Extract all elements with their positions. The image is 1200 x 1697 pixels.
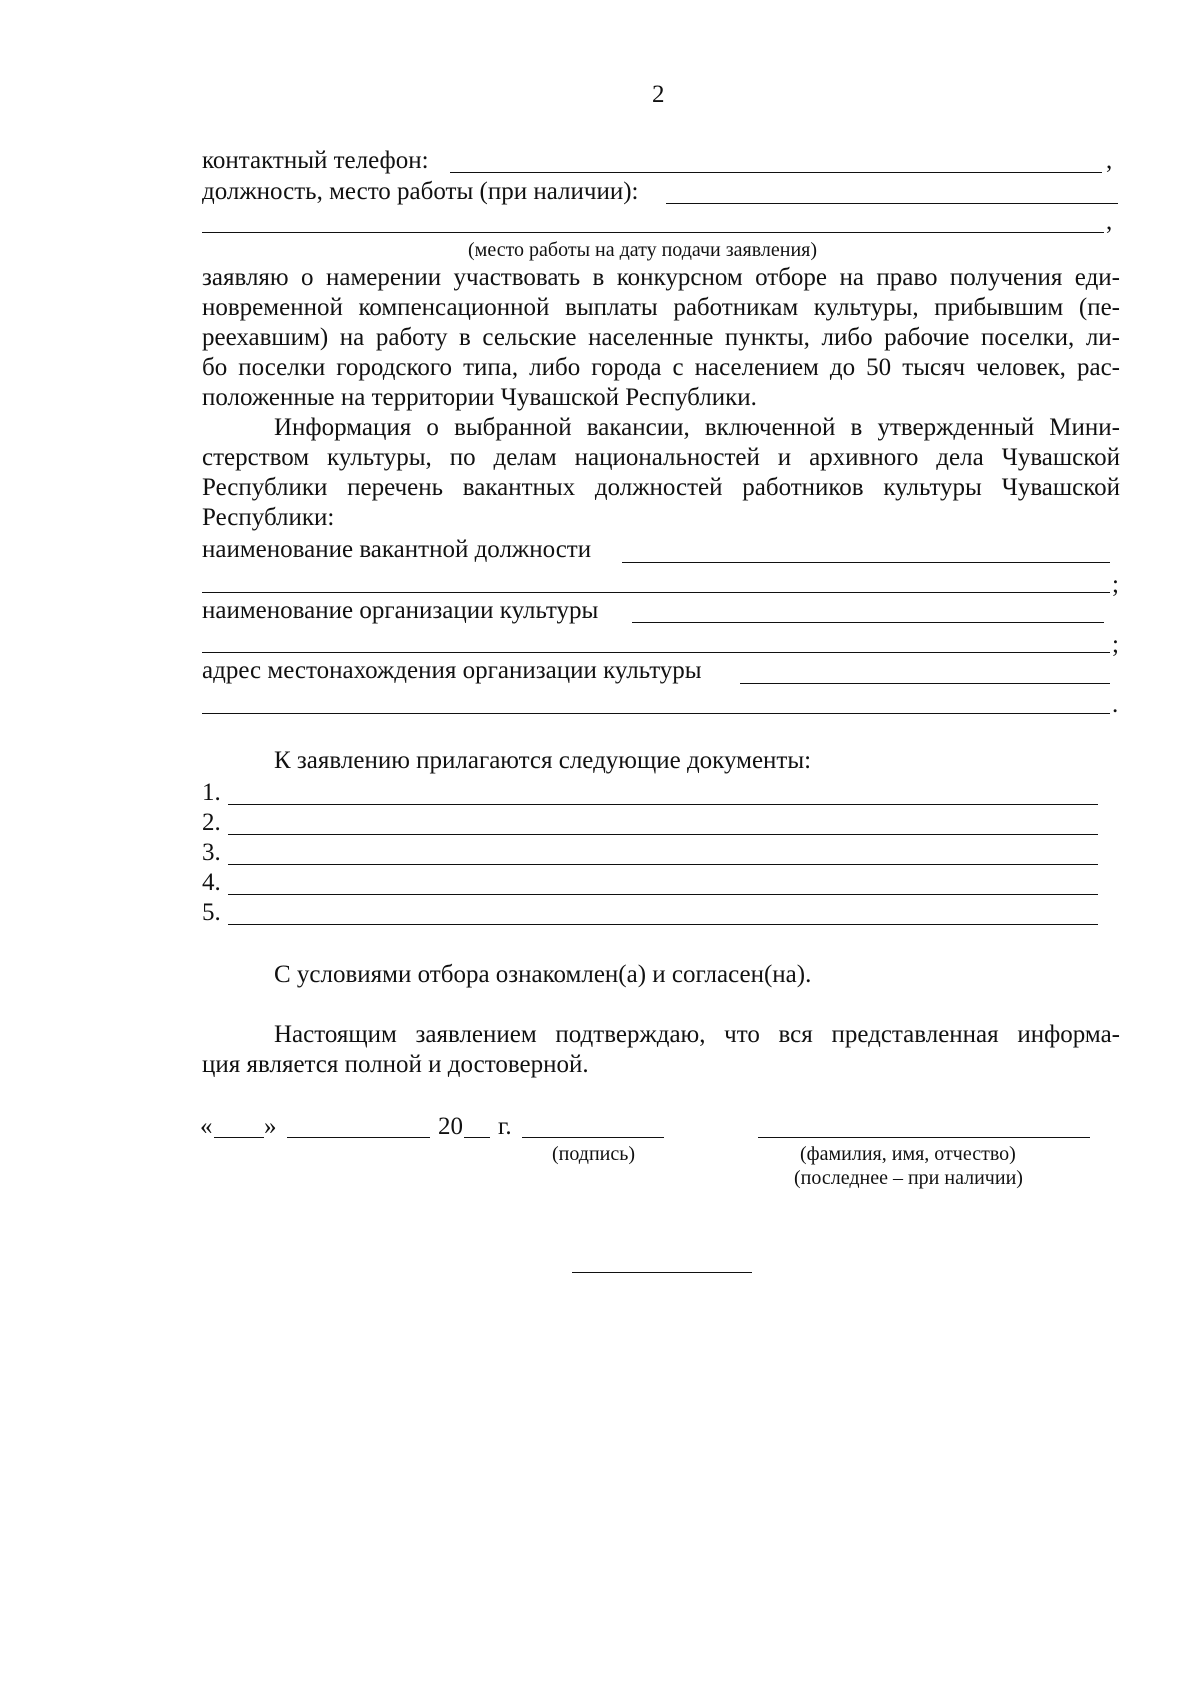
organization-name-semicolon: ; [1112, 631, 1119, 658]
name-caption: (фамилия, имя, отчество) [800, 1143, 1016, 1165]
confirmation-line: Настоящим заявлением подтверждаю, что вся представленная информа- [274, 1021, 1120, 1048]
attachment-input-line[interactable] [228, 894, 1098, 895]
organization-address-label: адрес местонахождения организации культуры [202, 657, 702, 684]
attachment-number: 5. [202, 899, 221, 926]
closing-separator [572, 1272, 752, 1273]
vacancy-info-line: стерством культуры, по делам национальностей и архивного дела Чувашской [202, 444, 1120, 471]
date-quote-open: « [200, 1113, 213, 1140]
attachment-input-line[interactable] [228, 864, 1098, 865]
statement-line: новременной компенсационной выплаты работникам культуры, прибывшим (пе- [202, 294, 1120, 321]
organization-address-period: . [1112, 691, 1119, 718]
vacancy-info-line: Информация о выбранной вакансии, включенной в утвержденный Мини- [274, 414, 1120, 441]
date-day-line[interactable] [214, 1137, 264, 1138]
name-caption-note: (последнее – при наличии) [794, 1167, 1023, 1189]
date-year-suffix: г. [498, 1113, 512, 1140]
date-quote-close: » [264, 1113, 277, 1140]
vacancy-position-semicolon: ; [1112, 571, 1119, 598]
date-year-prefix: 20 [438, 1113, 463, 1140]
vacancy-info-line: Республики: [202, 504, 335, 531]
vacancy-position-input-line-2[interactable] [202, 592, 1110, 593]
confirmation-line: ция является полной и достоверной. [202, 1051, 589, 1078]
attachment-number: 3. [202, 839, 221, 866]
phone-input-line[interactable] [450, 172, 1102, 173]
attachment-number: 1. [202, 779, 221, 806]
position-input-line[interactable] [666, 203, 1118, 204]
organization-name-input-line[interactable] [632, 622, 1104, 623]
attachment-input-line[interactable] [228, 834, 1098, 835]
attachment-input-line[interactable] [228, 924, 1098, 925]
signature-caption: (подпись) [552, 1143, 636, 1165]
date-month-line[interactable] [287, 1137, 430, 1138]
position-label: должность, место работы (при наличии): [202, 178, 639, 205]
signature-line[interactable] [522, 1137, 664, 1138]
vacancy-info-line: Республики перечень вакантных должностей работников культуры Чувашской [202, 474, 1120, 501]
agreement-text: С условиями отбора ознакомлен(а) и согласен(на). [274, 961, 812, 988]
vacancy-position-input-line[interactable] [622, 562, 1110, 563]
attachments-heading: К заявлению прилагаются следующие документы: [274, 747, 812, 774]
organization-address-input-line[interactable] [740, 683, 1110, 684]
organization-name-label: наименование организации культуры [202, 597, 599, 624]
attachment-input-line[interactable] [228, 804, 1098, 805]
statement-line: положенные на территории Чувашской Республики. [202, 384, 757, 411]
statement-line: заявляю о намерении участвовать в конкурсном отборе на право получения еди- [202, 264, 1120, 291]
page-number: 2 [652, 81, 665, 108]
attachment-number: 2. [202, 809, 221, 836]
organization-address-input-line-2[interactable] [202, 713, 1110, 714]
attachment-number: 4. [202, 869, 221, 896]
vacancy-position-label: наименование вакантной должности [202, 536, 592, 563]
organization-name-input-line-2[interactable] [202, 652, 1110, 653]
workplace-comma: , [1106, 208, 1113, 235]
statement-line: бо поселки городского типа, либо города с населением до 50 тысяч человек, рас- [202, 354, 1120, 381]
date-year-line[interactable] [464, 1137, 490, 1138]
phone-label: контактный телефон: [202, 147, 429, 174]
full-name-line[interactable] [758, 1137, 1090, 1138]
workplace-input-line[interactable] [202, 232, 1104, 233]
workplace-note: (место работы на дату подачи заявления) [468, 239, 818, 261]
statement-line: реехавшим) на работу в сельские населенные пункты, либо рабочие поселки, ли- [202, 324, 1120, 351]
phone-comma: , [1106, 147, 1113, 174]
